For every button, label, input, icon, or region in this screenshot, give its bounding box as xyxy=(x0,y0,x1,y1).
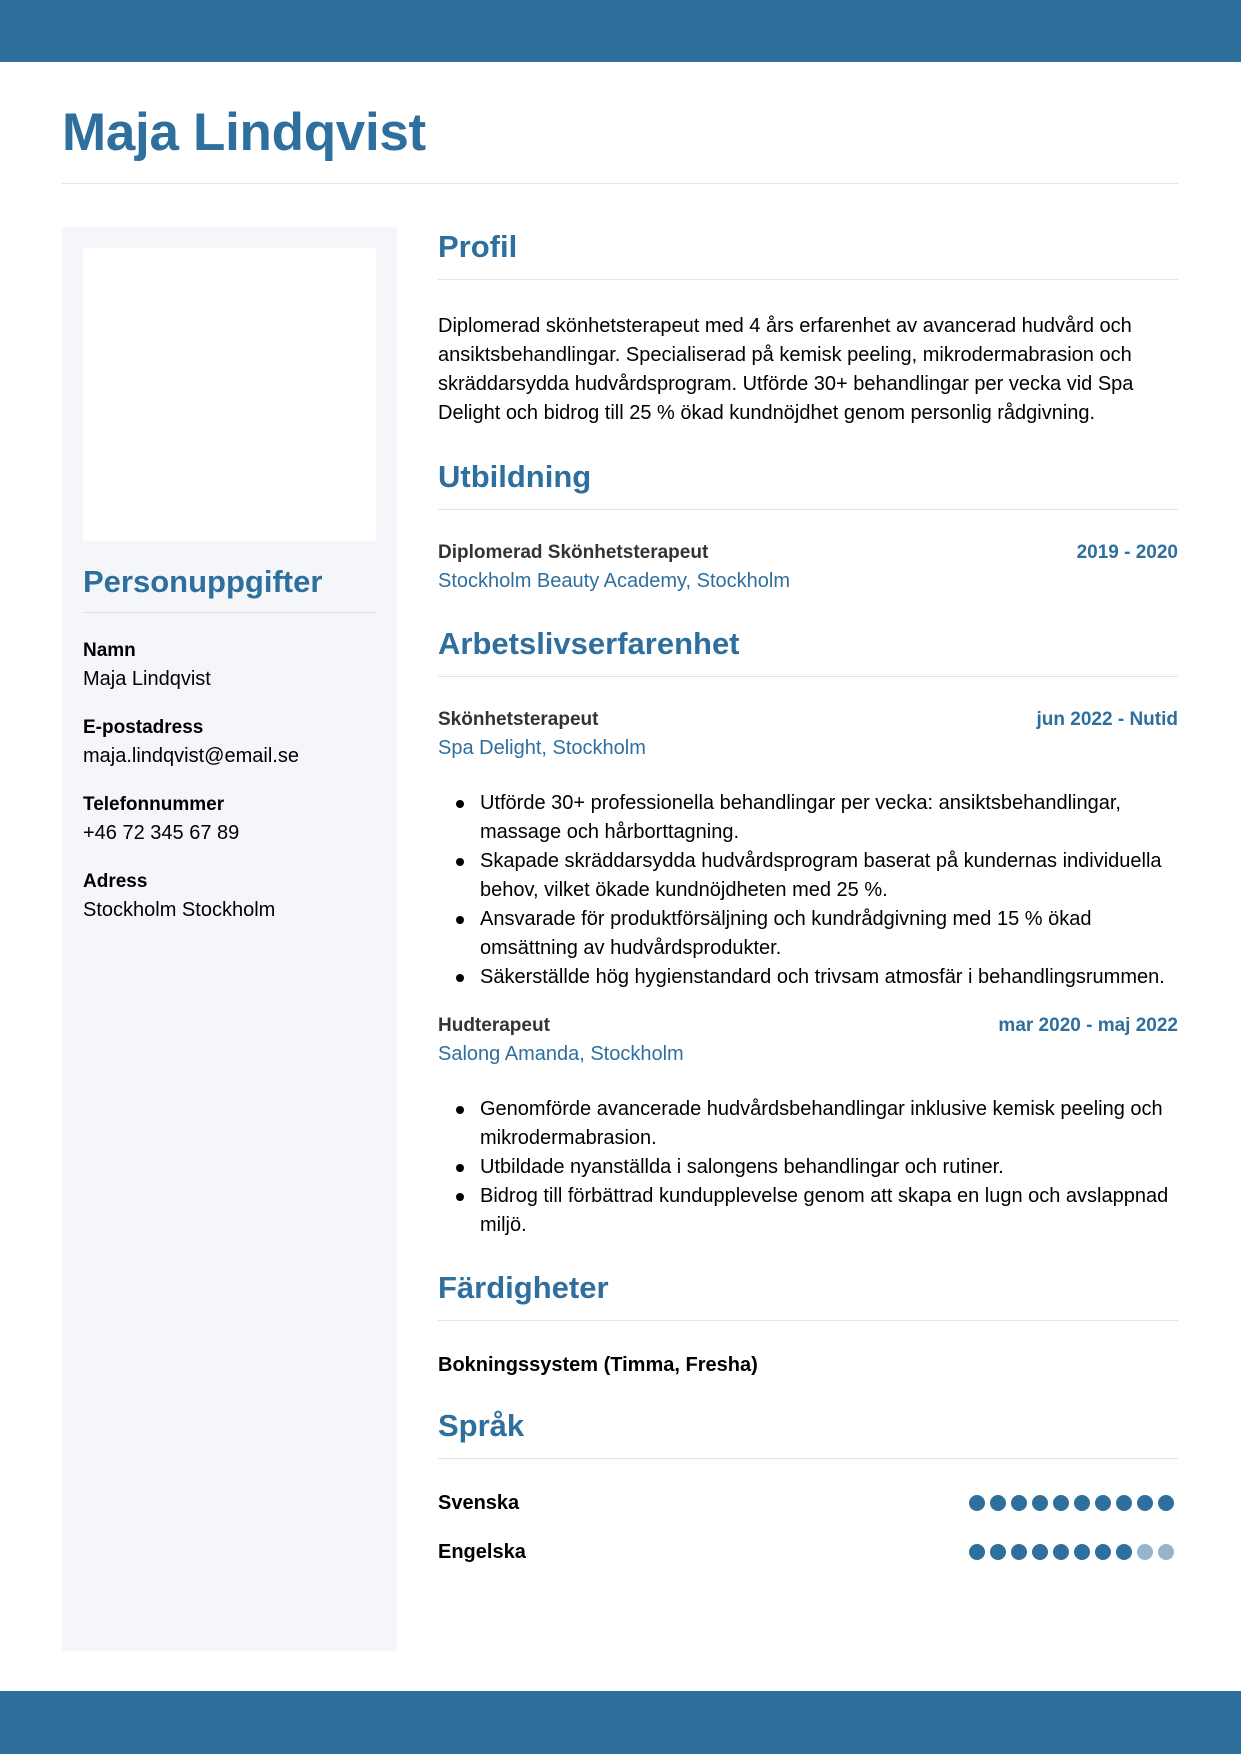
entry-date: jun 2022 - Nutid xyxy=(1036,709,1178,730)
level-dot-filled xyxy=(1074,1495,1090,1511)
skills-section xyxy=(438,1268,1178,1379)
field-value: Stockholm Stockholm xyxy=(83,899,276,921)
job-title: Hudterapeut xyxy=(438,1015,550,1036)
level-dot-empty xyxy=(1158,1544,1174,1560)
level-dot-filled xyxy=(1074,1544,1090,1560)
personal-info-list xyxy=(83,636,376,944)
level-dot-empty xyxy=(1137,1544,1153,1560)
level-dot-filled xyxy=(1011,1495,1027,1511)
level-dot-filled xyxy=(1032,1544,1048,1560)
company-name: Spa Delight, Stockholm xyxy=(438,737,646,759)
job-entry xyxy=(438,1012,1178,1240)
level-dot-filled xyxy=(1053,1495,1069,1511)
list-item: Genomförde avancerade hudvårdsbehandlingar inklusive kemisk peeling och mikrodermabrasion. xyxy=(438,1095,1178,1153)
job-bullets xyxy=(438,1095,1178,1240)
language-row xyxy=(438,1538,1178,1566)
language-name: Engelska xyxy=(438,1540,526,1563)
top-color-band xyxy=(0,0,1241,62)
entry-header xyxy=(438,706,1178,734)
list-item: Utförde 30+ professionella behandlingar per vecka: ansiktsbehandlingar, massage och hårborttagning. xyxy=(438,789,1178,847)
profile-photo-placeholder xyxy=(83,248,376,541)
field-label: Adress xyxy=(83,871,148,892)
section-divider xyxy=(438,1458,1178,1459)
education-section xyxy=(438,457,1178,595)
languages-section xyxy=(438,1406,1178,1566)
field-value: +46 72 345 67 89 xyxy=(83,822,240,844)
field-label: Telefonnummer xyxy=(83,794,225,815)
company-name: Salong Amanda, Stockholm xyxy=(438,1043,684,1065)
school-name: Stockholm Beauty Academy, Stockholm xyxy=(438,570,791,592)
level-dot-filled xyxy=(990,1544,1006,1560)
profile-summary: Diplomerad skönhetsterapeut med 4 års erfarenhet av avancerad hudvård och ansiktsbehandlingar. Specialiserad på kemisk peeling, mikrodermabrasion och skräddarsydda hudvårdsprogram. Utförde 30+ behandlingar per vecka vid Spa Delight och bidrog till 25 % ökad kundnöjdhet genom personlig rådgivning. xyxy=(438,315,1134,424)
main-content xyxy=(438,227,1178,1566)
language-name: Svenska xyxy=(438,1491,520,1514)
title-divider xyxy=(62,183,1178,184)
list-item: Skapade skräddarsydda hudvårdsprogram baserat på kundernas individuella behov, vilket ökade kundnöjdheten med 25 %. xyxy=(438,847,1178,905)
section-heading-languages: Språk xyxy=(438,1408,525,1443)
section-heading-skills: Färdigheter xyxy=(438,1270,609,1305)
level-dot-filled xyxy=(1158,1495,1174,1511)
level-dot-filled xyxy=(1095,1495,1111,1511)
education-entry xyxy=(438,539,1178,595)
field-name xyxy=(83,636,376,694)
page-title: Maja Lindqvist xyxy=(62,103,426,162)
entry-date: mar 2020 - maj 2022 xyxy=(998,1015,1178,1036)
entry-header xyxy=(438,539,1178,567)
level-dot-filled xyxy=(1053,1544,1069,1560)
level-dot-filled xyxy=(1011,1544,1027,1560)
section-divider xyxy=(438,676,1178,677)
level-dot-filled xyxy=(1095,1544,1111,1560)
level-dot-filled xyxy=(1137,1495,1153,1511)
section-heading-experience: Arbetslivserfarenhet xyxy=(438,626,740,661)
section-divider xyxy=(438,279,1178,280)
field-address xyxy=(83,867,376,925)
skill-item: Bokningssystem (Timma, Fresha) xyxy=(438,1354,758,1376)
level-dot-filled xyxy=(990,1495,1006,1511)
language-level-dots xyxy=(969,1495,1174,1511)
section-divider xyxy=(438,1320,1178,1321)
level-dot-filled xyxy=(1116,1544,1132,1560)
level-dot-filled xyxy=(969,1495,985,1511)
bottom-color-band xyxy=(0,1691,1241,1754)
field-value: maja.lindqvist@email.se xyxy=(83,745,299,767)
field-phone xyxy=(83,790,376,848)
field-email xyxy=(83,713,376,771)
profile-section xyxy=(438,227,1178,428)
degree-title: Diplomerad Skönhetsterapeut xyxy=(438,542,709,563)
field-label: E-postadress xyxy=(83,717,204,738)
entry-header xyxy=(438,1012,1178,1040)
level-dot-filled xyxy=(1116,1495,1132,1511)
field-label: Namn xyxy=(83,640,136,661)
list-item: Bidrog till förbättrad kundupplevelse genom att skapa en lugn och avslappnad miljö. xyxy=(438,1182,1178,1240)
section-heading-education: Utbildning xyxy=(438,459,592,494)
personal-info-heading: Personuppgifter xyxy=(83,564,323,599)
list-item: Ansvarade för produktförsäljning och kundrådgivning med 15 % ökad omsättning av hudvårdsprodukter. xyxy=(438,905,1178,963)
job-title: Skönhetsterapeut xyxy=(438,709,599,730)
section-divider xyxy=(438,509,1178,510)
field-value: Maja Lindqvist xyxy=(83,668,211,690)
level-dot-filled xyxy=(1032,1495,1048,1511)
list-item: Utbildade nyanställda i salongens behandlingar och rutiner. xyxy=(438,1153,1178,1182)
job-bullets xyxy=(438,789,1178,992)
job-entry xyxy=(438,706,1178,992)
experience-section xyxy=(438,624,1178,1240)
language-level-dots xyxy=(969,1544,1174,1560)
list-item: Säkerställde hög hygienstandard och trivsam atmosfär i behandlingsrummen. xyxy=(438,963,1178,992)
section-heading-profile: Profil xyxy=(438,229,518,264)
level-dot-filled xyxy=(969,1544,985,1560)
sidebar-divider xyxy=(83,612,376,613)
sidebar xyxy=(62,227,397,1651)
language-row xyxy=(438,1489,1178,1517)
entry-date: 2019 - 2020 xyxy=(1076,542,1178,563)
